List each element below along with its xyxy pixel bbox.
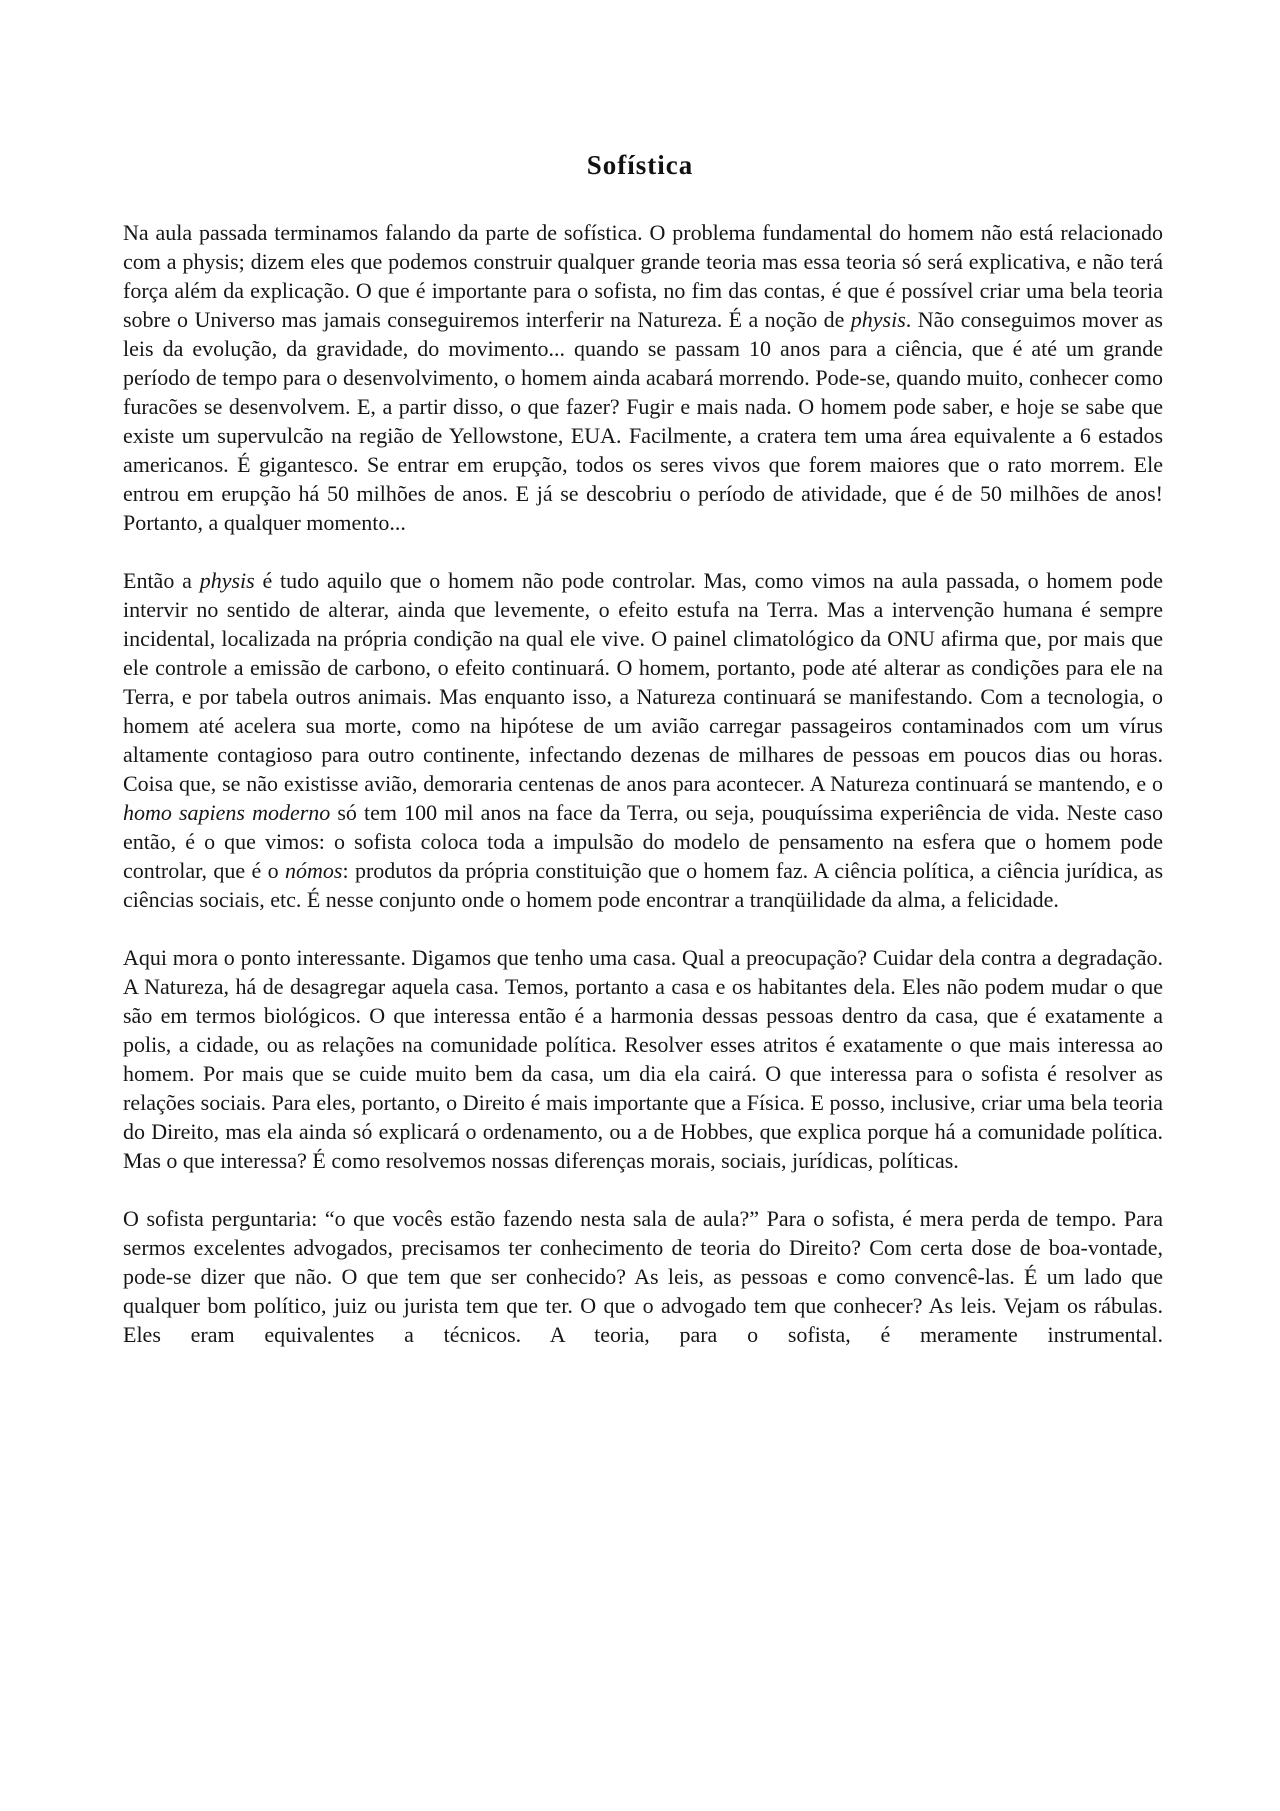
italic-term-nomos: nómos [285,858,343,883]
paragraph-text: só tem 100 mil anos na face da Terra, ou seja, pouquíssima experiência de vida. Neste caso então, é o que vimos: o sofista coloca toda a impulsão do modelo de pensamento na esfera que o homem pode controlar, que é o [123,800,1163,883]
paragraph-text: O sofista perguntaria: “o que vocês estão fazendo nesta sala de aula?” Para o sofista, é mera perda de tempo. Para sermos excelentes advogados, precisamos ter conhecimento de teoria do Direito? Com certa dose de boa-vontade, pode-se dizer que não. O que tem que ser conhecido? As leis, as pessoas e como convencê-las. É um lado que qualquer bom político, juiz ou jurista tem que ter. O que o advogado tem que conhecer? As leis. Vejam os rábulas. Eles eram equivalentes a técnicos. A teoria, para o sofista, é meramente instrumental. [123,1206,1163,1347]
paragraph-4 [123,1204,1163,1349]
paragraph-text: : produtos da própria constituição que o homem faz. A ciência política, a ciência jurídica, as ciências sociais, etc. É nesse conjunto onde o homem pode encontrar a tranqüilidade da alma, a felicidade. [123,858,1164,912]
page-title: Sofística [586,150,694,180]
paragraph-text: Na aula passada terminamos falando da parte de sofística. O problema fundamental do homem não está relacionado com a physis; dizem eles que podemos construir qualquer grande teoria mas essa teoria só será explicativa, e não terá força além da explicação. O que é importante para o sofista, no fim das contas, é que é possível criar uma bela teoria sobre o Universo mas jamais conseguiremos interferir na Natureza. É a noção de [123,220,1163,332]
paragraph-3 [123,943,1163,1175]
italic-term-physis: physis [199,568,255,593]
paragraph-text: . Não conseguimos mover as leis da evolução, da gravidade, do movimento... quando se passam 10 anos para a ciência, que é até um grande período de tempo para o desenvolvimento, o homem ainda acabará morrendo. Pode-se, quando muito, conhecer como furacões se desenvolvem. E, a partir disso, o que fazer? Fugir e mais nada. O homem pode saber, e hoje se sabe que existe um supervulcão na região de Yellowstone, EUA. Facilmente, a cratera tem uma área equivalente a 6 estados americanos. É gigantesco. Se entrar em erupção, todos os seres vivos que forem maiores que o rato morrem. Ele entrou em erupção há 50 milhões de anos. E já se descobriu o período de atividade, que é de 50 milhões de anos! Portanto, a qualquer momento... [123,307,1163,535]
paragraph-text: Então a [123,568,200,593]
paragraph-text: é tudo aquilo que o homem não pode controlar. Mas, como vimos na aula passada, o homem pode intervir no sentido de alterar, ainda que levemente, o efeito estufa na Terra. Mas a intervenção humana é sempre incidental, localizada na própria condição na qual ele vive. O painel climatológico da ONU afirma que, por mais que ele controle a emissão de carbono, o efeito continuará. O homem, portanto, pode até alterar as condições para ele na Terra, e por tabela outros animais. Mas enquanto isso, a Natureza continuará se manifestando. Com a tecnologia, o homem até acelera sua morte, como na hipótese de um avião carregar passageiros contaminados com um vírus altamente contagioso para outro continente, infectando dezenas de milhares de pessoas em poucos dias ou horas. Coisa que, se não existisse avião, demoraria centenas de anos para acontecer. A Natureza continuará se mantendo, e o [123,568,1163,796]
italic-term-homo-sapiens: homo sapiens moderno [123,800,331,825]
body-text [123,218,1163,1349]
paragraph-1 [123,218,1163,537]
paragraph-text: Aqui mora o ponto interessante. Digamos que tenho uma casa. Qual a preocupação? Cuidar dela contra a degradação. A Natureza, há de desagregar aquela casa. Temos, portanto a casa e os habitantes dela. Eles não podem mudar o que são em termos biológicos. O que interessa então é a harmonia dessas pessoas dentro da casa, que é exatamente a polis, a cidade, ou as relações na comunidade política. Resolver esses atritos é exatamente o que mais interessa ao homem. Por mais que se cuide muito bem da casa, um dia ela cairá. O que interessa para o sofista é resolver as relações sociais. Para eles, portanto, o Direito é mais importante que a Física. E posso, inclusive, criar uma bela teoria do Direito, mas ela ainda só explicará o ordenamento, ou a de Hobbes, que explica porque há a comunidade política. Mas o que interessa? É como resolvemos nossas diferenças morais, sociais, jurídicas, políticas. [123,945,1163,1173]
paragraph-2 [123,566,1163,914]
italic-term-physis: physis [850,307,906,332]
